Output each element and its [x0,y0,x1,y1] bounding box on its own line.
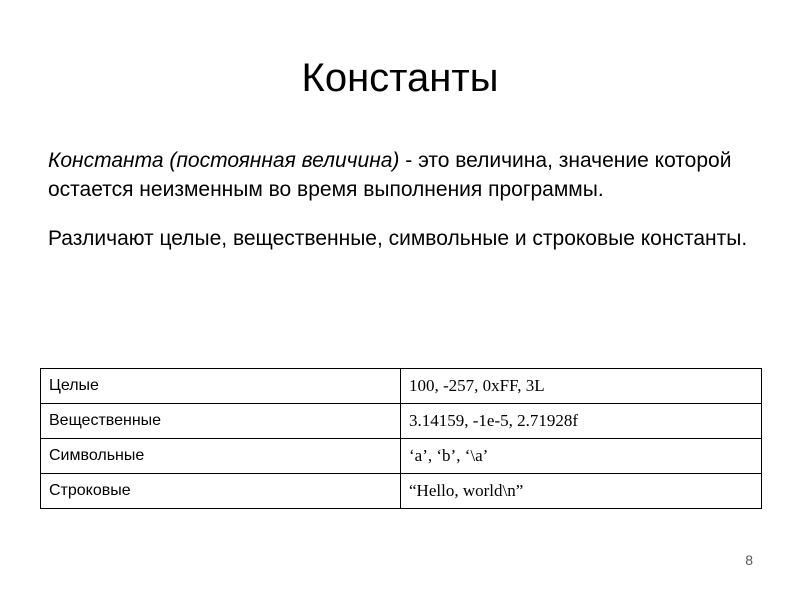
constants-table [40,368,762,509]
constant-examples-cell: 100, -257, 0xFF, 3L [401,369,762,404]
table-row [41,439,762,474]
constant-type-cell: Целые [41,369,401,404]
constant-type-cell: Символьные [41,439,401,474]
constant-type-cell: Вещественные [41,404,401,439]
page-number: 8 [745,552,753,568]
constant-examples-cell: ‘a’, ‘b’, ‘\a’ [401,439,762,474]
definition-text: - это величина, значение которой остается неизменным во время выполнения программы. [48,149,732,201]
slide-body [48,146,768,253]
table-row [41,369,762,404]
table-row [41,474,762,509]
constant-examples-cell: 3.14159, -1e-5, 2.71928f [401,404,762,439]
table-row [41,404,762,439]
definition-term: Константа (постоянная величина) [48,149,400,172]
kinds-paragraph: Различают целые, вещественные, символьные и строковые константы. [48,227,748,250]
definition-paragraph [48,146,768,204]
slide-title: Константы [301,56,499,100]
constant-type-cell: Строковые [41,474,401,509]
constant-examples-cell: “Hello, world\n” [401,474,762,509]
